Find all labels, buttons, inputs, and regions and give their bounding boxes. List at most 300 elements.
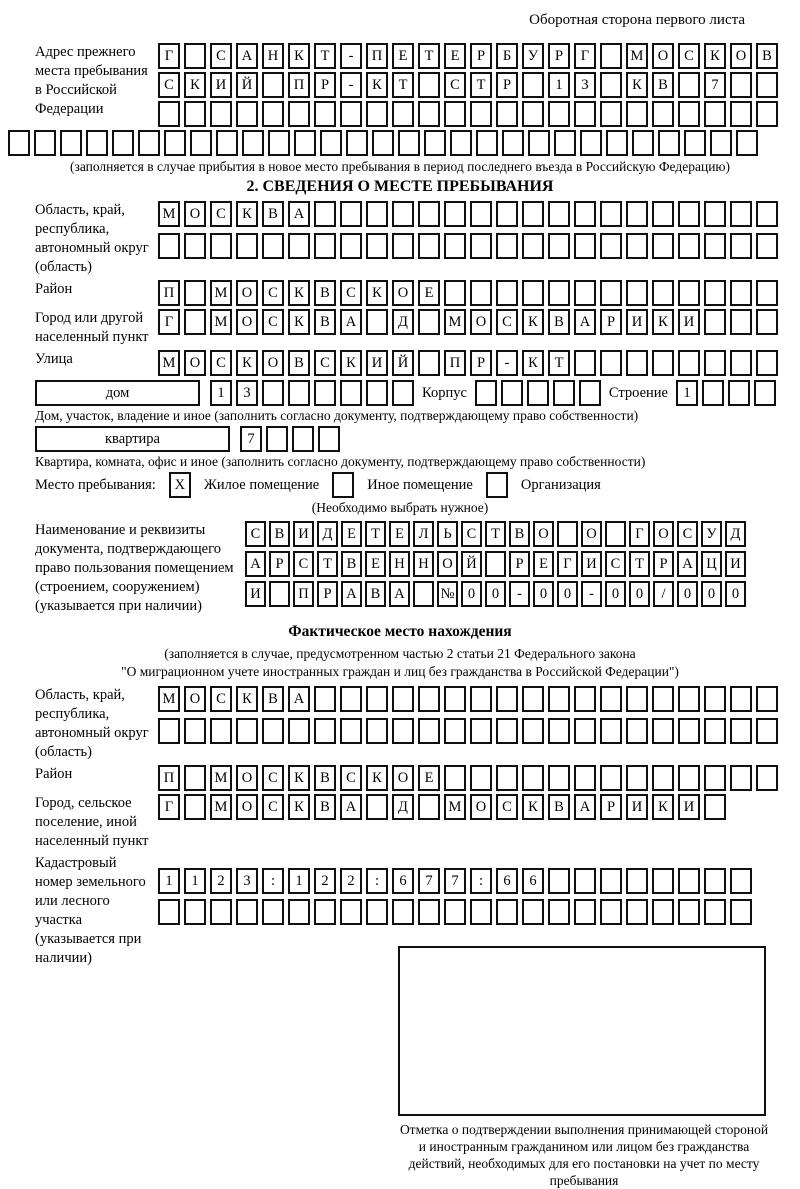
char-box[interactable]: Г xyxy=(158,309,180,335)
char-box[interactable] xyxy=(522,233,544,259)
char-box[interactable] xyxy=(736,130,758,156)
char-box[interactable]: 0 xyxy=(485,581,506,607)
char-box[interactable]: Р xyxy=(600,309,622,335)
char-box[interactable]: Р xyxy=(269,551,290,577)
char-box[interactable] xyxy=(288,899,310,925)
char-box[interactable]: М xyxy=(210,280,232,306)
char-box[interactable] xyxy=(728,380,750,406)
char-box[interactable]: К xyxy=(340,350,362,376)
char-box[interactable] xyxy=(756,718,778,744)
char-box[interactable] xyxy=(652,686,674,712)
char-box[interactable] xyxy=(496,765,518,791)
char-box[interactable]: В xyxy=(509,521,530,547)
char-box[interactable] xyxy=(730,686,752,712)
char-box[interactable]: Д xyxy=(725,521,746,547)
char-box[interactable]: К xyxy=(626,72,648,98)
char-box[interactable] xyxy=(496,280,518,306)
char-box[interactable]: 3 xyxy=(236,380,258,406)
char-box[interactable]: С xyxy=(262,309,284,335)
char-box[interactable] xyxy=(184,43,206,69)
char-box[interactable] xyxy=(579,380,601,406)
char-box[interactable] xyxy=(398,130,420,156)
char-box[interactable] xyxy=(632,130,654,156)
char-box[interactable]: В xyxy=(756,43,778,69)
char-box[interactable] xyxy=(522,72,544,98)
char-box[interactable]: О xyxy=(437,551,458,577)
char-box[interactable]: Р xyxy=(470,43,492,69)
char-box[interactable] xyxy=(522,718,544,744)
char-box[interactable]: М xyxy=(444,309,466,335)
char-box[interactable]: Г xyxy=(158,794,180,820)
char-box[interactable] xyxy=(444,280,466,306)
char-box[interactable]: В xyxy=(269,521,290,547)
char-box[interactable]: Д xyxy=(392,309,414,335)
char-box[interactable] xyxy=(652,350,674,376)
char-box[interactable]: 7 xyxy=(444,868,466,894)
char-box[interactable]: Р xyxy=(470,350,492,376)
char-box[interactable] xyxy=(485,551,506,577)
char-box[interactable]: Е xyxy=(392,43,414,69)
char-box[interactable]: С xyxy=(210,201,232,227)
char-box[interactable] xyxy=(470,280,492,306)
char-box[interactable]: А xyxy=(236,43,258,69)
char-box[interactable] xyxy=(216,130,238,156)
char-box[interactable]: С xyxy=(496,794,518,820)
char-box[interactable]: С xyxy=(158,72,180,98)
char-box[interactable] xyxy=(318,426,340,452)
char-box[interactable] xyxy=(678,868,700,894)
char-box[interactable] xyxy=(704,233,726,259)
char-box[interactable]: Н xyxy=(413,551,434,577)
char-box[interactable]: О xyxy=(581,521,602,547)
char-box[interactable]: И xyxy=(245,581,266,607)
char-box[interactable] xyxy=(138,130,160,156)
char-box[interactable] xyxy=(158,899,180,925)
char-box[interactable]: 1 xyxy=(676,380,698,406)
char-box[interactable]: О xyxy=(236,794,258,820)
char-box[interactable] xyxy=(652,233,674,259)
char-box[interactable] xyxy=(574,233,596,259)
char-box[interactable] xyxy=(262,101,284,127)
char-box[interactable] xyxy=(8,130,30,156)
char-box[interactable] xyxy=(418,686,440,712)
char-box[interactable]: В xyxy=(262,201,284,227)
char-box[interactable] xyxy=(366,233,388,259)
char-box[interactable]: К xyxy=(704,43,726,69)
char-box[interactable]: А xyxy=(341,581,362,607)
char-box[interactable]: М xyxy=(210,794,232,820)
char-box[interactable]: И xyxy=(678,309,700,335)
char-box[interactable] xyxy=(470,233,492,259)
char-box[interactable]: М xyxy=(210,309,232,335)
char-box[interactable]: О xyxy=(653,521,674,547)
char-box[interactable]: В xyxy=(314,794,336,820)
char-box[interactable]: 3 xyxy=(236,868,258,894)
char-box[interactable]: 0 xyxy=(533,581,554,607)
char-box[interactable] xyxy=(450,130,472,156)
char-box[interactable]: Е xyxy=(418,280,440,306)
char-box[interactable]: К xyxy=(236,201,258,227)
char-box[interactable]: С xyxy=(262,794,284,820)
char-box[interactable] xyxy=(86,130,108,156)
char-box[interactable]: / xyxy=(653,581,674,607)
char-box[interactable] xyxy=(600,280,622,306)
char-box[interactable]: П xyxy=(158,280,180,306)
char-box[interactable] xyxy=(600,72,622,98)
char-box[interactable]: Г xyxy=(574,43,596,69)
char-box[interactable] xyxy=(340,686,362,712)
char-box[interactable] xyxy=(678,201,700,227)
char-box[interactable]: О xyxy=(184,201,206,227)
char-box[interactable]: - xyxy=(340,72,362,98)
char-box[interactable]: Р xyxy=(600,794,622,820)
char-box[interactable] xyxy=(444,899,466,925)
char-box[interactable] xyxy=(262,233,284,259)
char-box[interactable] xyxy=(470,718,492,744)
char-box[interactable]: С xyxy=(340,280,362,306)
char-box[interactable]: 7 xyxy=(704,72,726,98)
char-box[interactable] xyxy=(366,380,388,406)
char-box[interactable]: О xyxy=(392,280,414,306)
char-box[interactable] xyxy=(418,350,440,376)
char-box[interactable] xyxy=(392,899,414,925)
char-box[interactable]: К xyxy=(522,309,544,335)
char-box[interactable]: С xyxy=(605,551,626,577)
char-box[interactable]: Д xyxy=(392,794,414,820)
char-box[interactable] xyxy=(600,686,622,712)
char-box[interactable] xyxy=(652,718,674,744)
char-box[interactable]: 1 xyxy=(184,868,206,894)
char-box[interactable]: 0 xyxy=(629,581,650,607)
char-box[interactable] xyxy=(626,101,648,127)
char-box[interactable] xyxy=(600,350,622,376)
char-box[interactable] xyxy=(444,201,466,227)
char-box[interactable]: О xyxy=(470,309,492,335)
char-box[interactable] xyxy=(522,765,544,791)
char-box[interactable]: - xyxy=(340,43,362,69)
char-box[interactable] xyxy=(470,765,492,791)
char-box[interactable]: Р xyxy=(548,43,570,69)
char-box[interactable]: Б xyxy=(496,43,518,69)
char-box[interactable]: К xyxy=(288,280,310,306)
char-box[interactable] xyxy=(548,686,570,712)
char-box[interactable]: С xyxy=(340,765,362,791)
char-box[interactable] xyxy=(288,233,310,259)
char-box[interactable]: О xyxy=(652,43,674,69)
char-box[interactable] xyxy=(626,201,648,227)
char-box[interactable] xyxy=(652,201,674,227)
char-box[interactable] xyxy=(754,380,776,406)
char-box[interactable] xyxy=(652,868,674,894)
char-box[interactable] xyxy=(626,350,648,376)
char-box[interactable] xyxy=(190,130,212,156)
char-box[interactable]: № xyxy=(437,581,458,607)
char-box[interactable] xyxy=(756,350,778,376)
char-box[interactable]: И xyxy=(210,72,232,98)
char-box[interactable]: 7 xyxy=(240,426,262,452)
char-box[interactable] xyxy=(574,686,596,712)
char-box[interactable]: Т xyxy=(365,521,386,547)
char-box[interactable]: П xyxy=(288,72,310,98)
char-box[interactable] xyxy=(730,280,752,306)
char-box[interactable] xyxy=(418,101,440,127)
char-box[interactable]: О xyxy=(184,350,206,376)
char-box[interactable]: М xyxy=(210,765,232,791)
char-box[interactable] xyxy=(678,686,700,712)
char-box[interactable] xyxy=(600,43,622,69)
char-box[interactable]: В xyxy=(288,350,310,376)
char-box[interactable] xyxy=(496,899,518,925)
char-box[interactable] xyxy=(210,101,232,127)
char-box[interactable] xyxy=(210,899,232,925)
char-box[interactable] xyxy=(730,72,752,98)
char-box[interactable]: Ь xyxy=(437,521,458,547)
char-box[interactable]: С xyxy=(678,43,700,69)
char-box[interactable] xyxy=(418,899,440,925)
char-box[interactable] xyxy=(678,718,700,744)
char-box[interactable] xyxy=(574,201,596,227)
char-box[interactable] xyxy=(184,101,206,127)
char-box[interactable] xyxy=(418,233,440,259)
char-box[interactable]: В xyxy=(262,686,284,712)
char-box[interactable] xyxy=(288,380,310,406)
char-box[interactable] xyxy=(704,350,726,376)
char-box[interactable] xyxy=(236,718,258,744)
char-box[interactable] xyxy=(756,280,778,306)
char-box[interactable] xyxy=(288,718,310,744)
char-box[interactable]: Т xyxy=(548,350,570,376)
char-box[interactable]: В xyxy=(652,72,674,98)
char-box[interactable] xyxy=(730,718,752,744)
char-box[interactable] xyxy=(678,101,700,127)
char-box[interactable] xyxy=(444,686,466,712)
char-box[interactable] xyxy=(652,101,674,127)
char-box[interactable] xyxy=(678,765,700,791)
char-box[interactable]: И xyxy=(626,309,648,335)
char-box[interactable] xyxy=(418,72,440,98)
char-box[interactable]: Е xyxy=(418,765,440,791)
char-box[interactable]: И xyxy=(626,794,648,820)
char-box[interactable]: Т xyxy=(470,72,492,98)
char-box[interactable]: Й xyxy=(236,72,258,98)
char-box[interactable]: О xyxy=(236,280,258,306)
char-box[interactable]: И xyxy=(581,551,602,577)
char-box[interactable] xyxy=(424,130,446,156)
char-box[interactable]: С xyxy=(444,72,466,98)
char-box[interactable] xyxy=(548,280,570,306)
char-box[interactable]: К xyxy=(288,43,310,69)
char-box[interactable]: С xyxy=(210,686,232,712)
char-box[interactable] xyxy=(262,718,284,744)
char-box[interactable]: - xyxy=(496,350,518,376)
char-box[interactable]: В xyxy=(341,551,362,577)
char-box[interactable] xyxy=(730,350,752,376)
char-box[interactable]: С xyxy=(293,551,314,577)
char-box[interactable] xyxy=(372,130,394,156)
char-box[interactable] xyxy=(553,380,575,406)
char-box[interactable] xyxy=(710,130,732,156)
char-box[interactable]: П xyxy=(293,581,314,607)
char-box[interactable]: 0 xyxy=(557,581,578,607)
char-box[interactable] xyxy=(574,765,596,791)
char-box[interactable]: К xyxy=(366,765,388,791)
char-box[interactable] xyxy=(678,899,700,925)
char-box[interactable]: 0 xyxy=(701,581,722,607)
char-box[interactable]: Р xyxy=(496,72,518,98)
char-box[interactable] xyxy=(444,233,466,259)
char-box[interactable]: 2 xyxy=(314,868,336,894)
char-box[interactable] xyxy=(366,718,388,744)
char-box[interactable]: И xyxy=(678,794,700,820)
char-box[interactable] xyxy=(262,72,284,98)
char-box[interactable]: М xyxy=(626,43,648,69)
char-box[interactable] xyxy=(34,130,56,156)
char-box[interactable] xyxy=(704,686,726,712)
char-box[interactable]: Д xyxy=(317,521,338,547)
char-box[interactable] xyxy=(554,130,576,156)
char-box[interactable] xyxy=(496,718,518,744)
char-box[interactable] xyxy=(294,130,316,156)
char-box[interactable] xyxy=(496,233,518,259)
char-box[interactable]: А xyxy=(288,201,310,227)
stay-option-zhiloe-checkbox[interactable]: X xyxy=(169,472,191,498)
char-box[interactable] xyxy=(704,201,726,227)
char-box[interactable] xyxy=(236,233,258,259)
char-box[interactable] xyxy=(678,72,700,98)
char-box[interactable] xyxy=(158,718,180,744)
char-box[interactable]: 1 xyxy=(158,868,180,894)
char-box[interactable] xyxy=(527,380,549,406)
char-box[interactable] xyxy=(600,101,622,127)
char-box[interactable]: А xyxy=(340,309,362,335)
char-box[interactable]: К xyxy=(366,280,388,306)
char-box[interactable]: - xyxy=(581,581,602,607)
char-box[interactable] xyxy=(600,233,622,259)
char-box[interactable] xyxy=(392,233,414,259)
char-box[interactable]: К xyxy=(236,350,258,376)
char-box[interactable] xyxy=(704,280,726,306)
char-box[interactable]: П xyxy=(366,43,388,69)
char-box[interactable]: В xyxy=(548,794,570,820)
char-box[interactable] xyxy=(600,765,622,791)
char-box[interactable]: О xyxy=(262,350,284,376)
char-box[interactable] xyxy=(269,581,290,607)
stay-option-org-checkbox[interactable] xyxy=(486,472,508,498)
char-box[interactable] xyxy=(236,899,258,925)
char-box[interactable] xyxy=(496,201,518,227)
char-box[interactable] xyxy=(496,101,518,127)
char-box[interactable] xyxy=(366,686,388,712)
char-box[interactable] xyxy=(340,233,362,259)
char-box[interactable]: Р xyxy=(509,551,530,577)
char-box[interactable]: А xyxy=(288,686,310,712)
char-box[interactable] xyxy=(262,899,284,925)
char-box[interactable]: Т xyxy=(418,43,440,69)
char-box[interactable] xyxy=(557,521,578,547)
char-box[interactable] xyxy=(266,426,288,452)
char-box[interactable] xyxy=(470,899,492,925)
char-box[interactable] xyxy=(184,765,206,791)
char-box[interactable]: П xyxy=(158,765,180,791)
char-box[interactable] xyxy=(184,899,206,925)
char-box[interactable]: О xyxy=(392,765,414,791)
char-box[interactable]: Е xyxy=(533,551,554,577)
char-box[interactable]: 3 xyxy=(574,72,596,98)
char-box[interactable] xyxy=(340,718,362,744)
char-box[interactable]: А xyxy=(245,551,266,577)
char-box[interactable] xyxy=(548,101,570,127)
char-box[interactable] xyxy=(704,309,726,335)
char-box[interactable]: 0 xyxy=(461,581,482,607)
char-box[interactable]: Г xyxy=(158,43,180,69)
char-box[interactable] xyxy=(158,233,180,259)
char-box[interactable] xyxy=(184,718,206,744)
char-box[interactable]: Т xyxy=(317,551,338,577)
char-box[interactable] xyxy=(684,130,706,156)
char-box[interactable]: Н xyxy=(389,551,410,577)
char-box[interactable]: К xyxy=(288,765,310,791)
char-box[interactable]: М xyxy=(158,201,180,227)
char-box[interactable]: Р xyxy=(314,72,336,98)
char-box[interactable] xyxy=(292,426,314,452)
char-box[interactable]: Й xyxy=(461,551,482,577)
char-box[interactable] xyxy=(678,280,700,306)
char-box[interactable] xyxy=(392,101,414,127)
char-box[interactable] xyxy=(340,201,362,227)
char-box[interactable] xyxy=(626,718,648,744)
char-box[interactable] xyxy=(600,201,622,227)
char-box[interactable] xyxy=(470,686,492,712)
char-box[interactable] xyxy=(626,233,648,259)
char-box[interactable] xyxy=(444,718,466,744)
char-box[interactable] xyxy=(268,130,290,156)
char-box[interactable] xyxy=(320,130,342,156)
char-box[interactable]: С xyxy=(496,309,518,335)
char-box[interactable] xyxy=(678,233,700,259)
stay-option-inoe-checkbox[interactable] xyxy=(332,472,354,498)
char-box[interactable]: К xyxy=(236,686,258,712)
char-box[interactable] xyxy=(164,130,186,156)
char-box[interactable] xyxy=(704,899,726,925)
char-box[interactable]: М xyxy=(444,794,466,820)
char-box[interactable] xyxy=(418,309,440,335)
char-box[interactable]: О xyxy=(184,686,206,712)
char-box[interactable]: П xyxy=(444,350,466,376)
char-box[interactable]: Й xyxy=(392,350,414,376)
char-box[interactable] xyxy=(340,101,362,127)
char-box[interactable]: 6 xyxy=(522,868,544,894)
char-box[interactable]: Л xyxy=(413,521,434,547)
char-box[interactable]: 0 xyxy=(677,581,698,607)
char-box[interactable] xyxy=(756,309,778,335)
char-box[interactable] xyxy=(600,868,622,894)
char-box[interactable] xyxy=(730,201,752,227)
char-box[interactable] xyxy=(756,765,778,791)
char-box[interactable]: С xyxy=(262,765,284,791)
char-box[interactable] xyxy=(262,380,284,406)
char-box[interactable] xyxy=(678,350,700,376)
char-box[interactable] xyxy=(652,765,674,791)
char-box[interactable] xyxy=(574,899,596,925)
char-box[interactable] xyxy=(600,718,622,744)
char-box[interactable] xyxy=(548,201,570,227)
char-box[interactable] xyxy=(366,794,388,820)
char-box[interactable]: А xyxy=(574,309,596,335)
char-box[interactable] xyxy=(314,686,336,712)
char-box[interactable] xyxy=(605,521,626,547)
char-box[interactable] xyxy=(476,130,498,156)
char-box[interactable]: 6 xyxy=(392,868,414,894)
